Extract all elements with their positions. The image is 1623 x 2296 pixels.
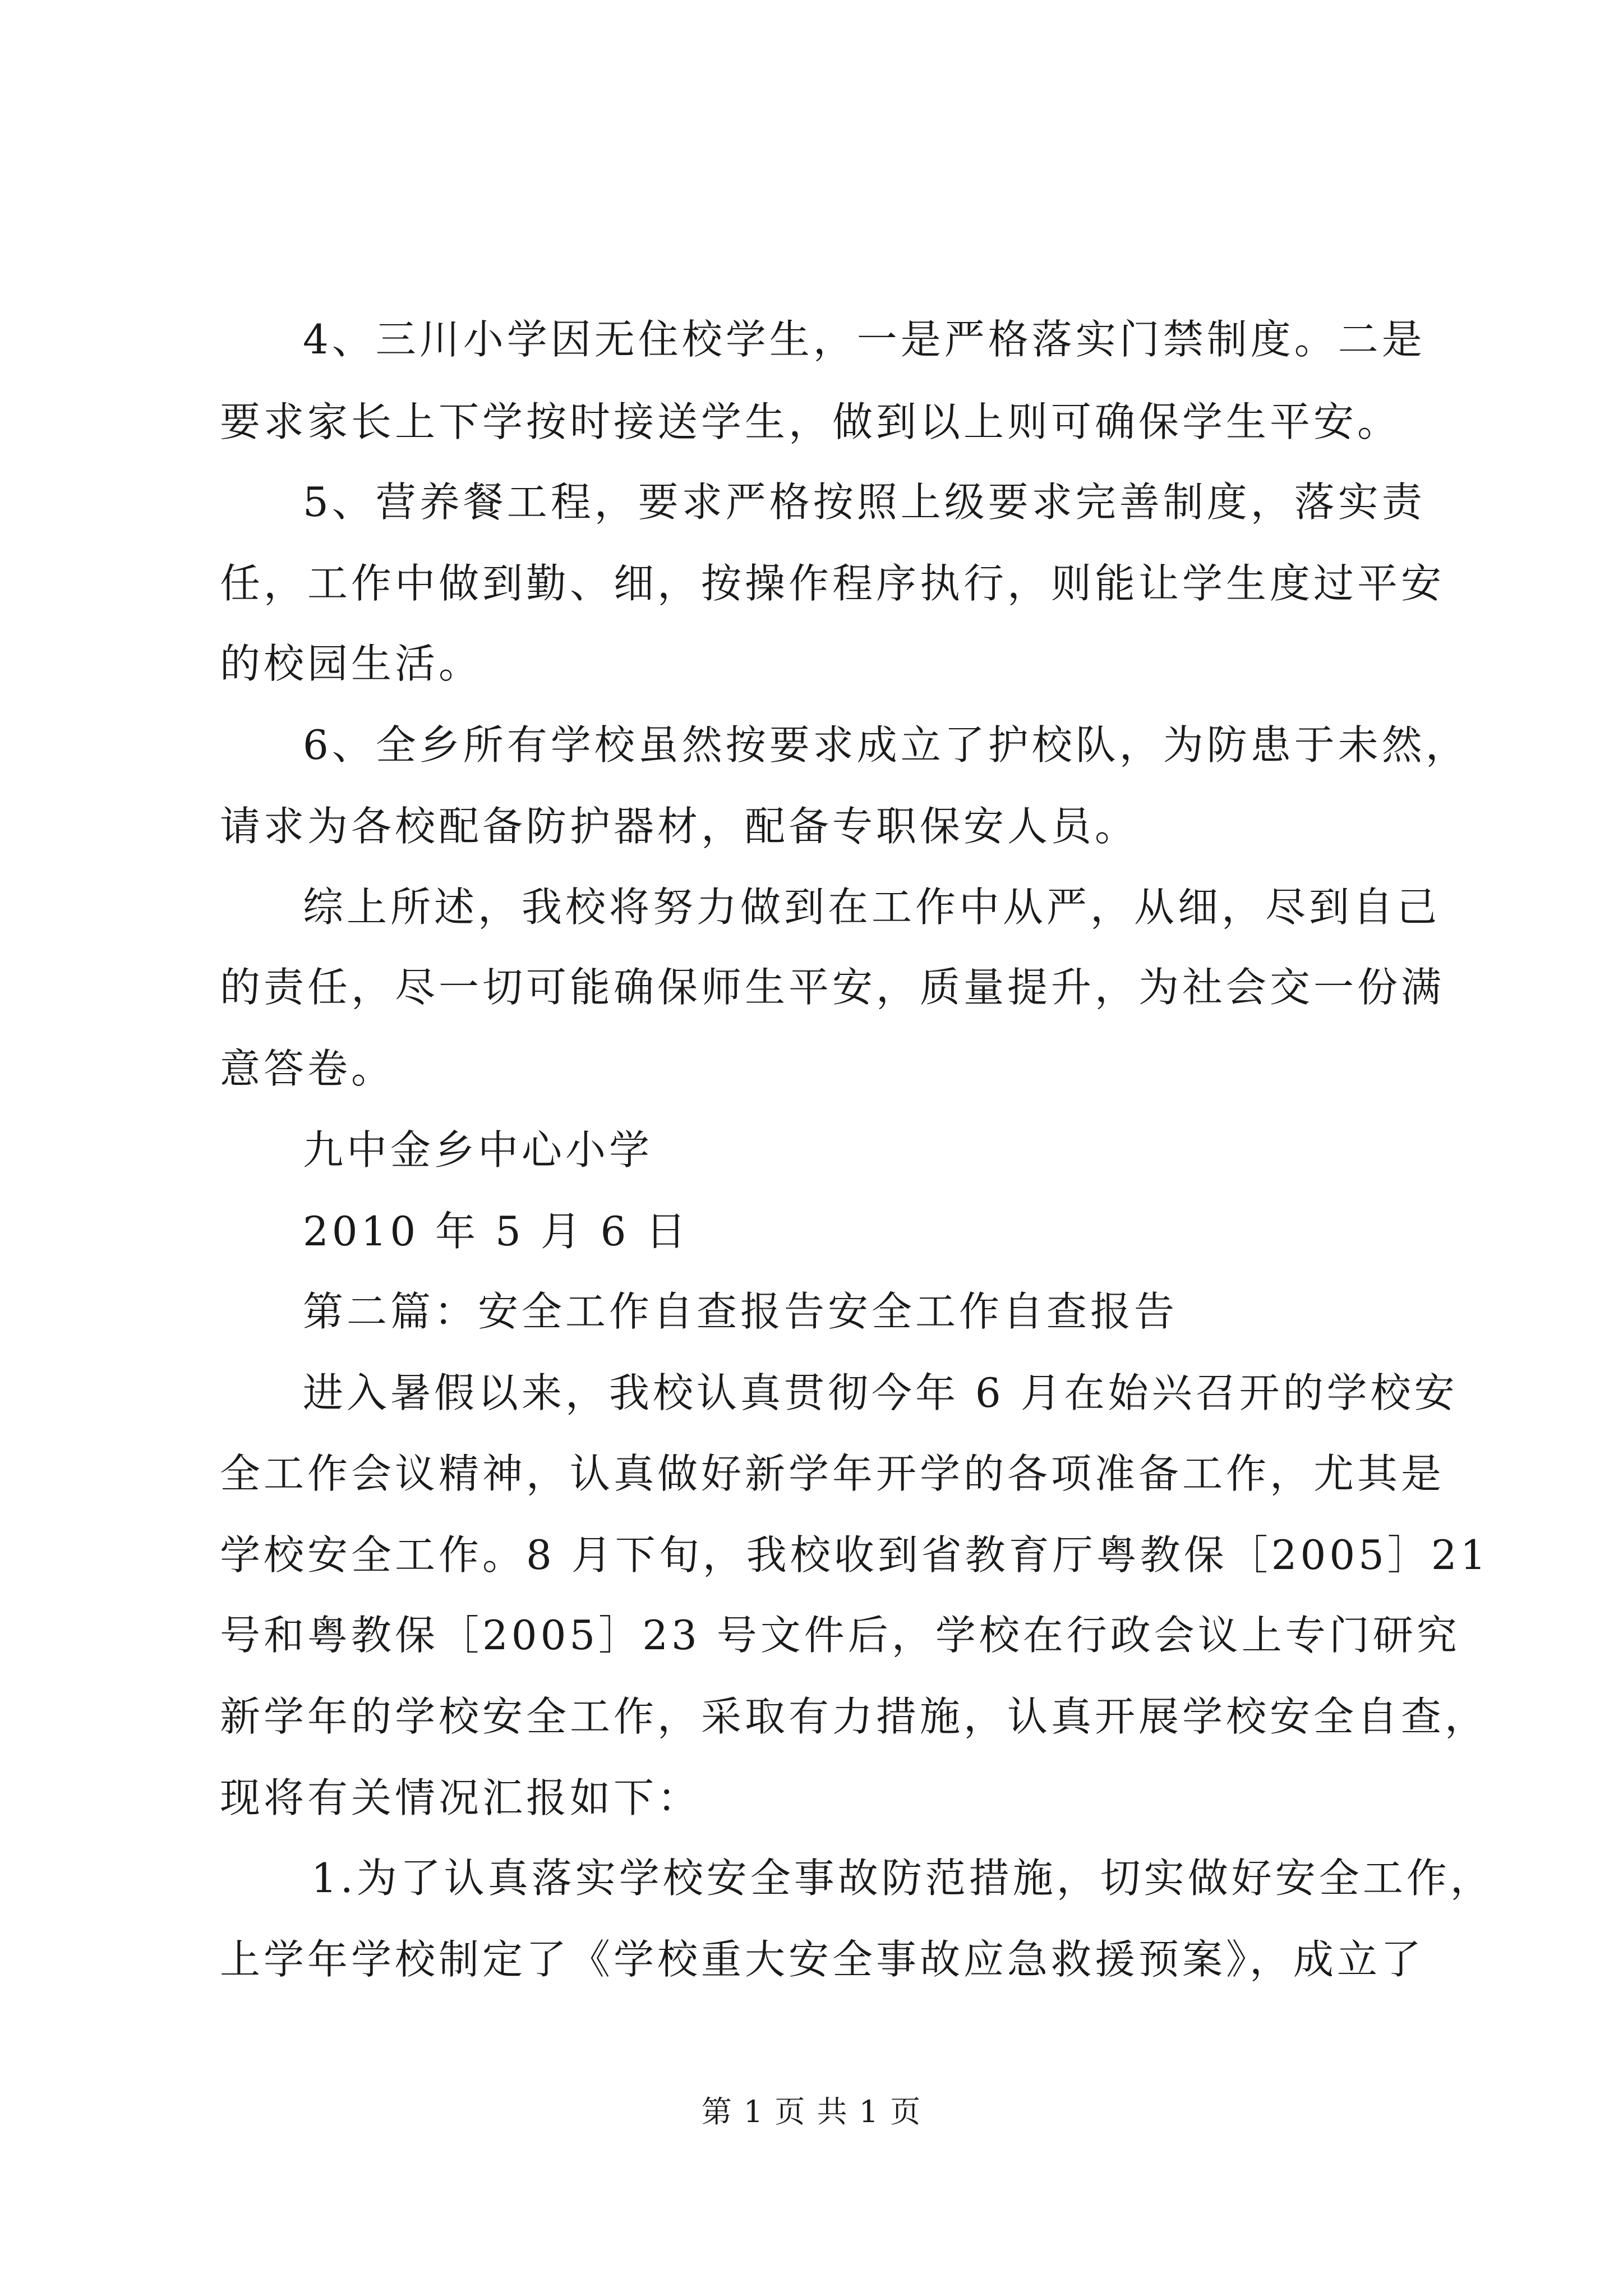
text-line: 意答卷。 — [220, 1045, 395, 1092]
text-line: 上学年学校制定了《学校重大安全事故应急救援预案》，成立了 — [220, 1936, 1425, 1983]
text-line: 要求家长上下学按时接送学生，做到以上则可确保学生平安。 — [220, 398, 1401, 445]
text-line: 学校安全工作。8 月下旬，我校收到省教育厅粤教保［2005］21 — [220, 1531, 1490, 1579]
text-line: 的责任，尽一切可能确保师生平安，质量提升，为社会交一份满 — [220, 964, 1445, 1011]
text-line: 任，工作中做到勤、细，按操作程序执行，则能让学生度过平安 — [220, 560, 1445, 607]
text-line: 综上所述，我校将努力做到在工作中从严，从细，尽到自己 — [303, 884, 1441, 931]
text-line: 6、全乡所有学校虽然按要求成立了护校队，为防患于未然， — [303, 721, 1469, 769]
text-line: 5、营养餐工程，要求严格按照上级要求完善制度，落实责 — [303, 478, 1426, 526]
signature-organization: 九中金乡中心小学 — [303, 1126, 653, 1174]
signature-date: 2010 年 5 月 6 日 — [303, 1208, 690, 1255]
text-line: 现将有关情况汇报如下： — [220, 1774, 702, 1821]
text-line: 的校园生活。 — [220, 640, 483, 687]
text-line: 1.为了认真落实学校安全事故防范措施，切实做好安全工作， — [311, 1855, 1494, 1902]
text-line: 新学年的学校安全工作，采取有力措施，认真开展学校安全自查， — [220, 1693, 1489, 1740]
text-line: 进入暑假以来，我校认真贯彻今年 6 月在始兴召开的学校安 — [303, 1369, 1458, 1416]
text-line: 全工作会议精神，认真做好新学年开学的各项准备工作，尤其是 — [220, 1450, 1445, 1497]
text-line: 号和粤教保［2005］23 号文件后，学校在行政会议上专门研究 — [220, 1612, 1460, 1659]
page-number-footer: 第 1 页 共 1 页 — [701, 2094, 922, 2129]
section-heading: 第二篇：安全工作自查报告安全工作自查报告 — [303, 1288, 1178, 1335]
text-line: 4、三川小学因无住校学生，一是严格落实门禁制度。二是 — [303, 316, 1426, 363]
text-line: 请求为各校配备防护器材，配备专职保安人员。 — [220, 803, 1139, 850]
